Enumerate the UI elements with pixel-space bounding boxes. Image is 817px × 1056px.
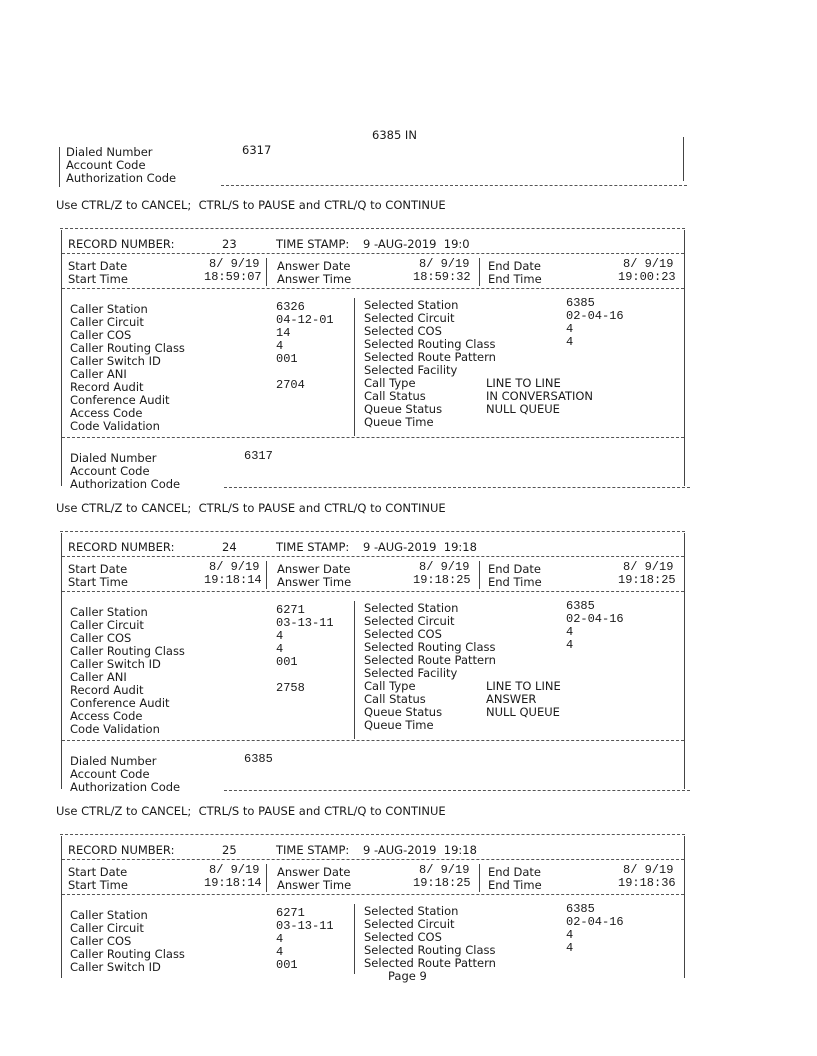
selected-circuit: 02-04-16 — [566, 915, 624, 929]
caller-switch-id-label: Caller Switch ID — [70, 354, 161, 368]
answer-date-label: Answer Date — [277, 259, 351, 273]
caller-circuit: 04-12-01 — [276, 313, 334, 327]
divider — [221, 185, 687, 186]
selected-station-label: Selected Station — [364, 298, 459, 312]
record-number: 23 — [222, 237, 237, 251]
queue-time-label: Queue Time — [364, 718, 434, 732]
selected-route-pattern-label: Selected Route Pattern — [364, 956, 496, 970]
code-validation-label: Code Validation — [70, 419, 160, 433]
selected-routing-class-label: Selected Routing Class — [364, 943, 496, 957]
left-border — [59, 147, 60, 187]
call-type-label: Call Type — [364, 679, 416, 693]
answer-time-label: Answer Time — [277, 575, 352, 589]
selected-route-pattern-label: Selected Route Pattern — [364, 653, 496, 667]
caller-station: 6271 — [276, 603, 305, 617]
selected-routing-class-label: Selected Routing Class — [364, 640, 496, 654]
end-date-label: End Date — [488, 865, 541, 879]
answer-date-label: Answer Date — [277, 562, 351, 576]
end-time: 19:00:23 — [618, 270, 676, 284]
selected-station-label: Selected Station — [364, 904, 459, 918]
start-date-label: Start Date — [68, 865, 128, 879]
conference-audit-label: Conference Audit — [70, 696, 170, 710]
answer-date: 8/ 9/19 — [419, 257, 470, 271]
continue-message: Use CTRL/Z to CANCEL; CTRL/S to PAUSE and CTRL/Q to CONTINUE — [56, 501, 446, 515]
selected-station-label: Selected Station — [364, 601, 459, 615]
selected-station: 6385 — [566, 902, 595, 916]
account-code-label: Account Code — [70, 767, 150, 781]
call-status: IN CONVERSATION — [486, 389, 594, 403]
record-number-label: RECORD NUMBER: — [68, 237, 175, 251]
caller-station-label: Caller Station — [70, 605, 148, 619]
end-date: 8/ 9/19 — [623, 560, 674, 574]
caller-station: 6271 — [276, 906, 305, 920]
answer-time: 18:59:32 — [413, 270, 471, 284]
selected-facility-label: Selected Facility — [364, 666, 458, 680]
answer-time-label: Answer Time — [277, 878, 352, 892]
caller-station-label: Caller Station — [70, 908, 148, 922]
caller-switch-id: 001 — [276, 352, 298, 366]
selected-circuit: 02-04-16 — [566, 612, 624, 626]
queue-time-label: Queue Time — [364, 415, 434, 429]
record-audit: 2758 — [276, 681, 305, 695]
record-audit-label: Record Audit — [70, 683, 144, 697]
caller-switch-id-label: Caller Switch ID — [70, 960, 161, 974]
end-date: 8/ 9/19 — [623, 863, 674, 877]
selected-station: 6385 — [566, 599, 595, 613]
call-type: LINE TO LINE — [486, 679, 561, 693]
selected-circuit: 02-04-16 — [566, 309, 624, 323]
answer-date-label: Answer Date — [277, 865, 351, 879]
dialed-number-label: Dialed Number — [70, 451, 157, 465]
dialed-number: 6317 — [244, 449, 273, 463]
selected-cos: 4 — [566, 928, 574, 942]
caller-routing-class: 4 — [276, 945, 284, 959]
queue-status: NULL QUEUE — [486, 402, 560, 416]
start-time-label: Start Time — [68, 272, 128, 286]
caller-switch-id-label: Caller Switch ID — [70, 657, 161, 671]
start-time: 19:18:14 — [204, 573, 262, 587]
conference-audit-label: Conference Audit — [70, 393, 170, 407]
selected-routing-class-label: Selected Routing Class — [364, 337, 496, 351]
caller-station-label: Caller Station — [70, 302, 148, 316]
caller-cos: 4 — [276, 629, 284, 643]
answer-time-label: Answer Time — [277, 272, 352, 286]
queue-status-label: Queue Status — [364, 402, 443, 416]
call-status-label: Call Status — [364, 692, 426, 706]
start-time: 18:59:07 — [204, 270, 262, 284]
top-label: 6385 IN — [372, 128, 417, 142]
access-code-label: Access Code — [70, 406, 143, 420]
start-time: 19:18:14 — [204, 876, 262, 890]
record-number: 25 — [222, 843, 237, 857]
end-time-label: End Time — [488, 272, 542, 286]
time-stamp: 9 -AUG-2019 19:0 — [363, 237, 470, 251]
selected-cos: 4 — [566, 625, 574, 639]
caller-routing-class-label: Caller Routing Class — [70, 947, 185, 961]
record-number-label: RECORD NUMBER: — [68, 843, 175, 857]
start-date: 8/ 9/19 — [209, 560, 260, 574]
caller-station: 6326 — [276, 300, 305, 314]
continue-message: Use CTRL/Z to CANCEL; CTRL/S to PAUSE and CTRL/Q to CONTINUE — [56, 198, 446, 212]
start-date: 8/ 9/19 — [209, 257, 260, 271]
end-time: 19:18:25 — [618, 573, 676, 587]
right-border — [683, 137, 684, 181]
answer-time: 19:18:25 — [413, 876, 471, 890]
authorization-code-label: Authorization Code — [70, 780, 181, 794]
call-status: ANSWER — [486, 692, 537, 706]
selected-cos-label: Selected COS — [364, 627, 442, 641]
start-time-label: Start Time — [68, 575, 128, 589]
selected-circuit-label: Selected Circuit — [364, 311, 455, 325]
end-time-label: End Time — [488, 878, 542, 892]
record-number: 24 — [222, 540, 237, 554]
answer-date: 8/ 9/19 — [419, 863, 470, 877]
time-stamp: 9 -AUG-2019 19:18 — [363, 540, 477, 554]
caller-circuit-label: Caller Circuit — [70, 315, 144, 329]
answer-time: 19:18:25 — [413, 573, 471, 587]
selected-routing-class: 4 — [566, 941, 574, 955]
selected-route-pattern-label: Selected Route Pattern — [364, 350, 496, 364]
caller-circuit-label: Caller Circuit — [70, 618, 144, 632]
caller-routing-class: 4 — [276, 339, 284, 353]
caller-routing-class: 4 — [276, 642, 284, 656]
start-date-label: Start Date — [68, 259, 128, 273]
call-status-label: Call Status — [364, 389, 426, 403]
selected-facility-label: Selected Facility — [364, 363, 458, 377]
queue-status-label: Queue Status — [364, 705, 443, 719]
record-audit-label: Record Audit — [70, 380, 144, 394]
caller-switch-id: 001 — [276, 958, 298, 972]
caller-ani-label: Caller ANI — [70, 670, 127, 684]
selected-cos: 4 — [566, 322, 574, 336]
queue-status: NULL QUEUE — [486, 705, 560, 719]
start-date-label: Start Date — [68, 562, 128, 576]
time-stamp-label: TIME STAMP: — [276, 237, 350, 251]
caller-cos-label: Caller COS — [70, 631, 132, 645]
start-time-label: Start Time — [68, 878, 128, 892]
time-stamp-label: TIME STAMP: — [276, 540, 350, 554]
access-code-label: Access Code — [70, 709, 143, 723]
time-stamp: 9 -AUG-2019 19:18 — [363, 843, 477, 857]
authorization-code-label: Authorization Code — [66, 171, 177, 185]
dialed-number-value: 6317 — [242, 143, 272, 157]
end-date-label: End Date — [488, 562, 541, 576]
end-time-label: End Time — [488, 575, 542, 589]
answer-date: 8/ 9/19 — [419, 560, 470, 574]
caller-circuit: 03-13-11 — [276, 919, 334, 933]
account-code-label: Account Code — [66, 158, 146, 172]
code-validation-label: Code Validation — [70, 722, 160, 736]
record-number-label: RECORD NUMBER: — [68, 540, 175, 554]
caller-routing-class-label: Caller Routing Class — [70, 341, 185, 355]
selected-routing-class: 4 — [566, 335, 574, 349]
page-footer: Page 9 — [388, 969, 427, 983]
caller-circuit: 03-13-11 — [276, 616, 334, 630]
call-type: LINE TO LINE — [486, 376, 561, 390]
start-date: 8/ 9/19 — [209, 863, 260, 877]
end-date-label: End Date — [488, 259, 541, 273]
dialed-number-label: Dialed Number — [66, 145, 153, 159]
end-time: 19:18:36 — [618, 876, 676, 890]
caller-ani-label: Caller ANI — [70, 367, 127, 381]
account-code-label: Account Code — [70, 464, 150, 478]
caller-cos-label: Caller COS — [70, 328, 132, 342]
selected-circuit-label: Selected Circuit — [364, 917, 455, 931]
dialed-number-label: Dialed Number — [70, 754, 157, 768]
caller-circuit-label: Caller Circuit — [70, 921, 144, 935]
caller-switch-id: 001 — [276, 655, 298, 669]
selected-station: 6385 — [566, 296, 595, 310]
caller-cos: 4 — [276, 932, 284, 946]
caller-routing-class-label: Caller Routing Class — [70, 644, 185, 658]
selected-cos-label: Selected COS — [364, 324, 442, 338]
caller-cos: 14 — [276, 326, 291, 340]
selected-circuit-label: Selected Circuit — [364, 614, 455, 628]
authorization-code-label: Authorization Code — [70, 477, 181, 491]
continue-message: Use CTRL/Z to CANCEL; CTRL/S to PAUSE and CTRL/Q to CONTINUE — [56, 804, 446, 818]
selected-routing-class: 4 — [566, 638, 574, 652]
time-stamp-label: TIME STAMP: — [276, 843, 350, 857]
record-audit: 2704 — [276, 378, 305, 392]
end-date: 8/ 9/19 — [623, 257, 674, 271]
dialed-number: 6385 — [244, 752, 273, 766]
call-type-label: Call Type — [364, 376, 416, 390]
caller-cos-label: Caller COS — [70, 934, 132, 948]
selected-cos-label: Selected COS — [364, 930, 442, 944]
